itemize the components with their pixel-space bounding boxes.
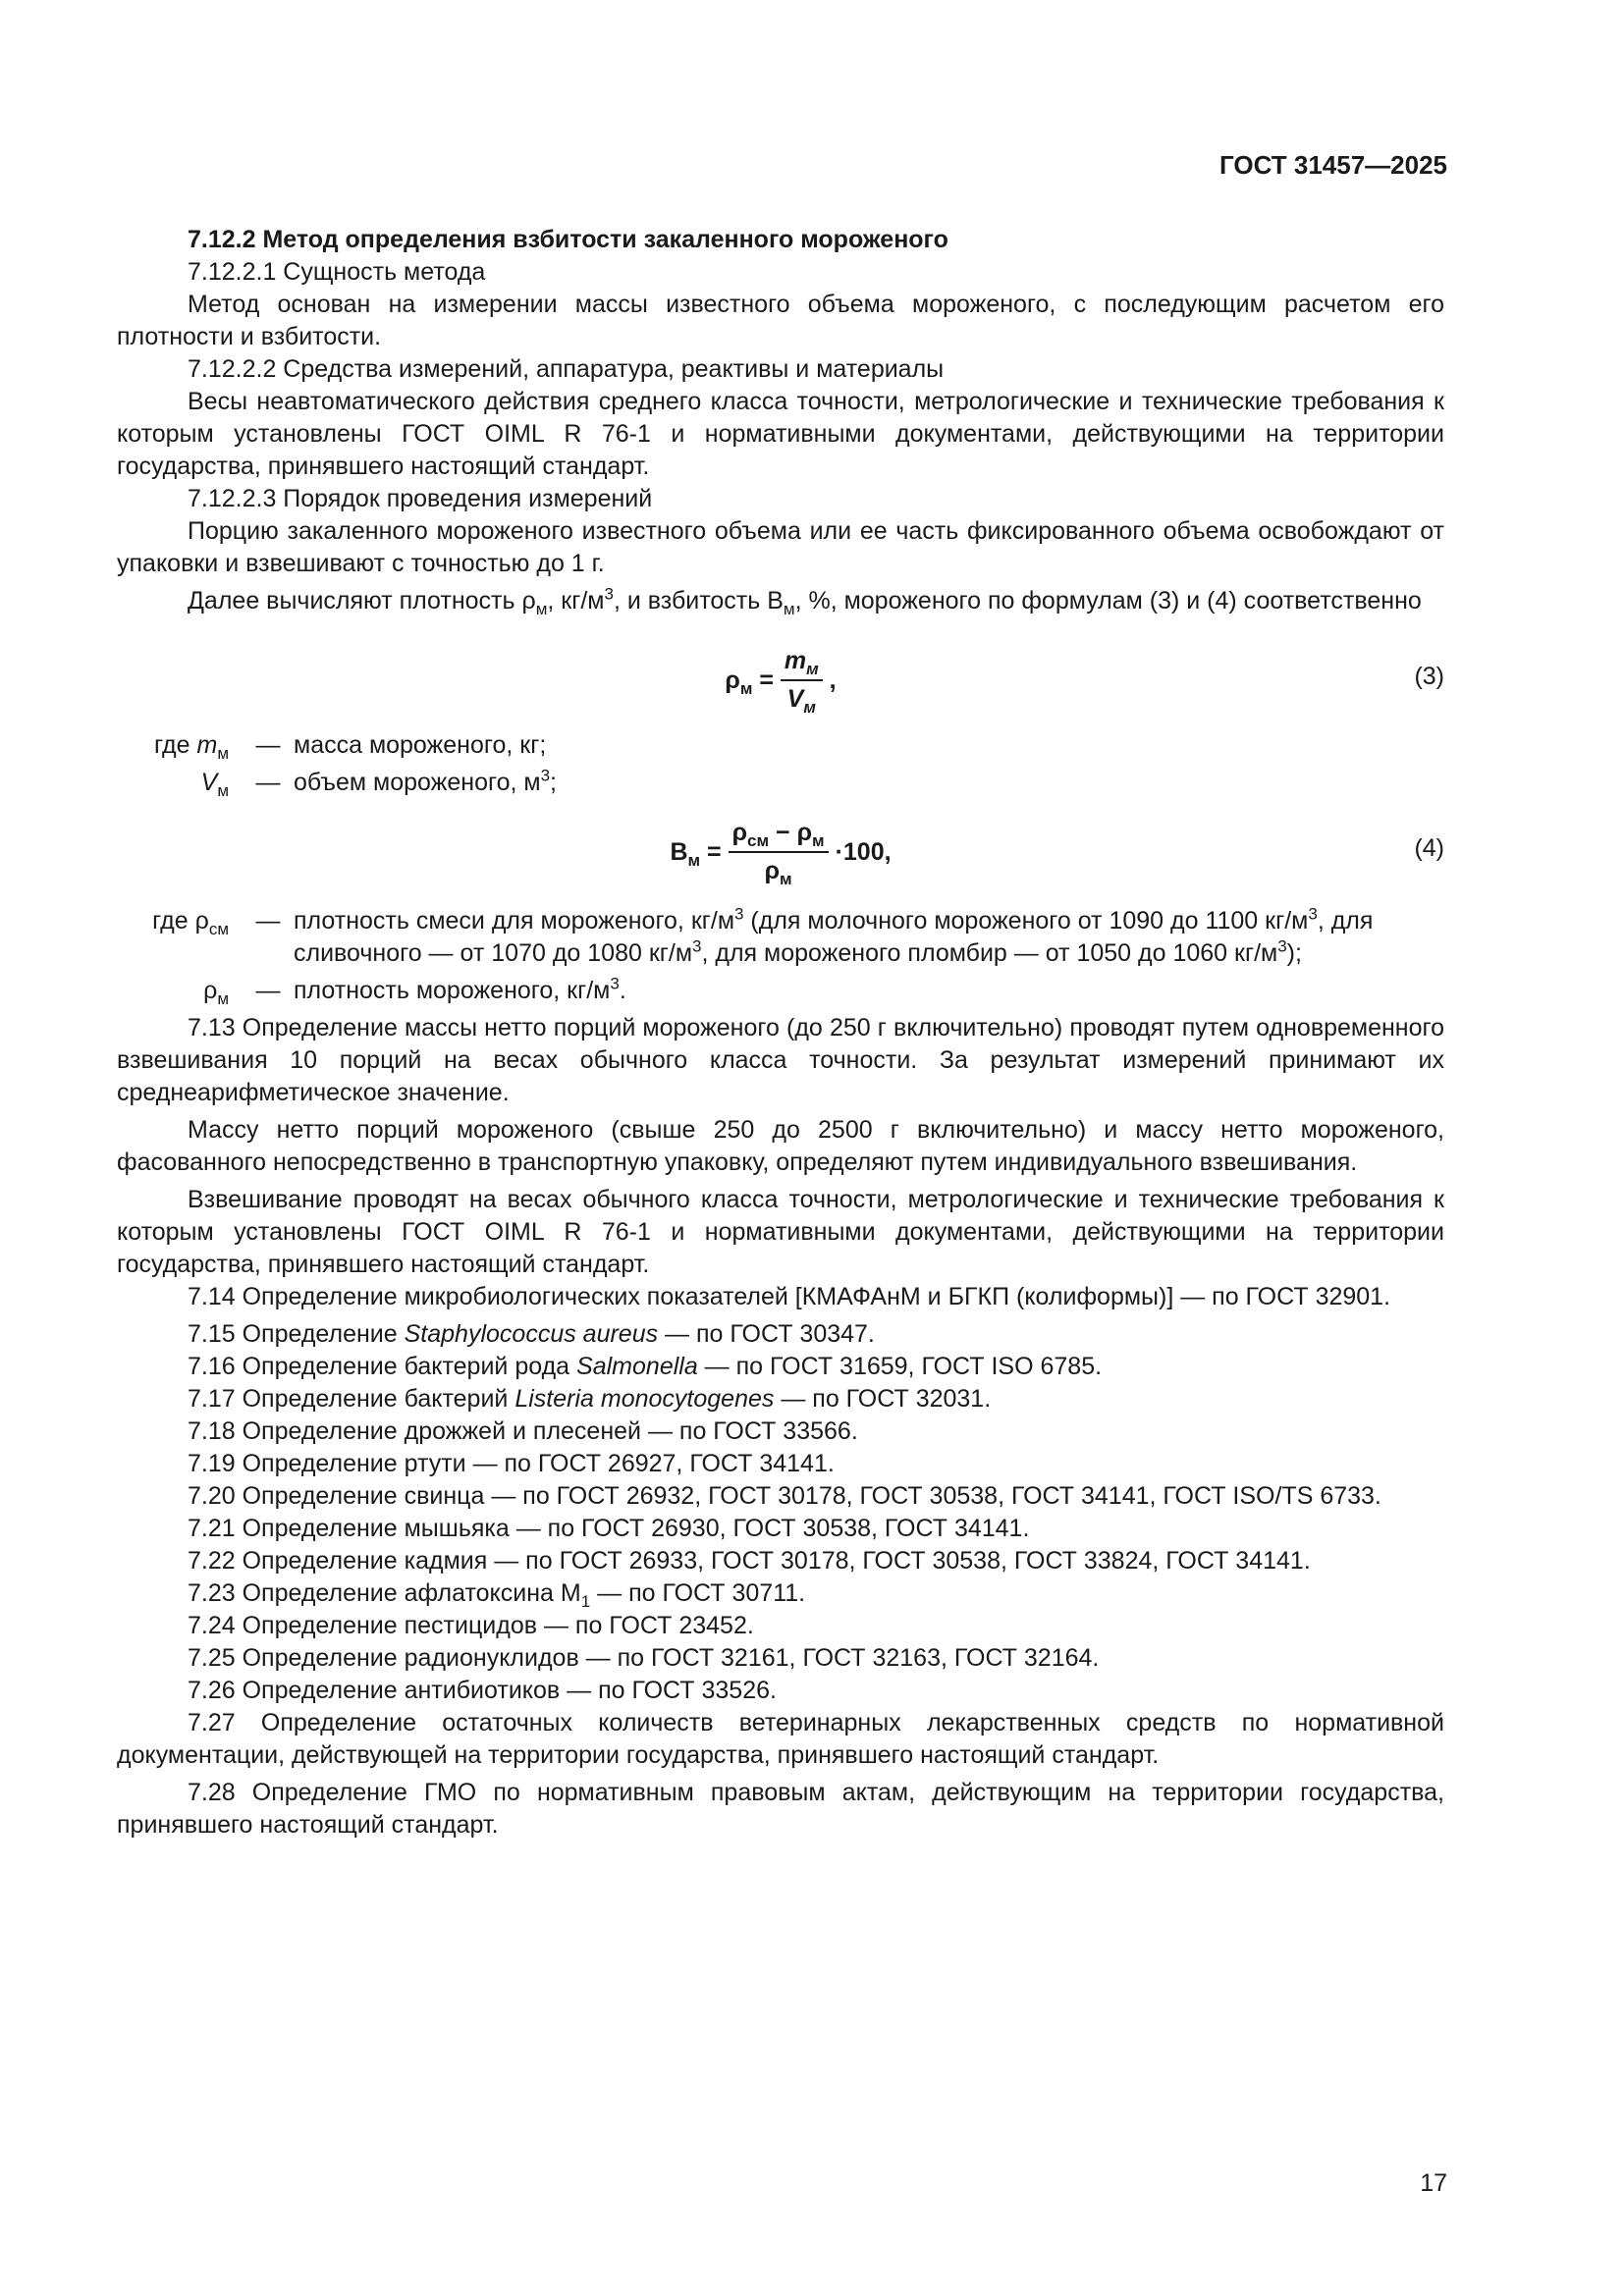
section-heading: 7.12.2 Метод определения взбитости закаленного мороженого — [188, 226, 948, 253]
list-item: 7.28 Определение ГМО по нормативным правовым актам, действующим на территории государства, принявшего настоящий стандарт. — [117, 1779, 1444, 1839]
equation-number-4: (4) — [1414, 834, 1444, 862]
formula-4-denominator: $\rho_м$ — [764, 857, 792, 888]
list-item: 7.14 Определение микробиологических показателей [КМАФАнМ и БГКП (колиформы)] — по ГОСТ 32901. — [188, 1283, 1391, 1310]
formula-4-fraction — [729, 817, 829, 887]
formula-3-denominator: $V_м$ — [786, 685, 816, 717]
list-item: 7.15 Определение Staphylococcus aureus — по ГОСТ 30347. — [188, 1320, 875, 1348]
page-number: 17 — [1420, 2169, 1447, 2197]
formula-3-legend-row: $V_м$ — объем мороженого, $м^3$; — [200, 766, 557, 800]
formula-4-legend-row: где $\rho_{см}$ — плотность смеси для мороженого, $кг/м^3$ (для молочного мороженого от 1090 до 1100 $кг/м^3$, для сливочного — от 1070 до 1080 $кг/м^3$, для мороженого пломбир — от 1050 до 1060 $кг/м^3$); — [152, 904, 1374, 967]
list-item: 7.20 Определение свинца — по ГОСТ 26932, ГОСТ 30178, ГОСТ 30538, ГОСТ 34141, ГОСТ ISO/TS 6733. — [188, 1482, 1381, 1510]
formula-3-fraction — [781, 645, 823, 716]
paragraph-formula-intro: Далее вычисляют плотность $\rho_м$, $кг/м^3$, и взбитость $В_м$, %, мороженого по формулам (3) и (4) соответственно — [188, 584, 1422, 618]
list-item: 7.22 Определение кадмия — по ГОСТ 26933, ГОСТ 30178, ГОСТ 30538, ГОСТ 33824, ГОСТ 34141. — [188, 1547, 1311, 1575]
paragraph: Порцию закаленного мороженого известного объема или ее часть фиксированного объема освобождают от упаковки и взвешивают с точностью до 1 г. — [117, 517, 1444, 577]
page-body — [117, 224, 1444, 1842]
formula-3: $\rho_м$ = $\frac{m_м}{V_м}$ , — [725, 647, 837, 717]
list-item: 7.17 Определение бактерий Listeria monocytogenes — по ГОСТ 32031. — [188, 1385, 992, 1413]
list-item: 7.16 Определение бактерий рода Salmonella — по ГОСТ 31659, ГОСТ ISO 6785. — [188, 1353, 1103, 1380]
formula-3-numerator: $m_м$ — [781, 645, 823, 681]
list-item: 7.25 Определение радионуклидов — по ГОСТ 32161, ГОСТ 32163, ГОСТ 32164. — [188, 1644, 1100, 1672]
formula-3-block — [117, 617, 1444, 720]
paragraph: Взвешивание проводят на весах обычного класса точности, метрологические и технические требования к которым установлены ГОСТ OIML R 76-1 и нормативными документами, действующими на территории государства, принявшего настоящий стандарт. — [117, 1186, 1444, 1278]
list-item: 7.19 Определение ртути — по ГОСТ 26927, ГОСТ 34141. — [188, 1450, 835, 1477]
standard-designation: ГОСТ 31457—2025 — [1219, 150, 1447, 180]
subsection-title: 7.12.2.3 Порядок проведения измерений — [188, 485, 653, 512]
list-item: 7.24 Определение пестицидов — по ГОСТ 23452. — [188, 1612, 754, 1639]
formula-4-block — [117, 799, 1444, 897]
list-item: 7.23 Определение афлатоксина $М_1$ — по ГОСТ 30711. — [188, 1579, 806, 1611]
list-item: 7.18 Определение дрожжей и плесеней — по ГОСТ 33566. — [188, 1417, 858, 1445]
subsection-title: 7.12.2.1 Сущность метода — [188, 258, 486, 286]
paragraph: Метод основан на измерении массы известного объема мороженого, с последующим расчетом его плотности и взбитости. — [117, 291, 1444, 350]
paragraph: Весы неавтоматического действия среднего класса точности, метрологические и технические требования к которым установлены ГОСТ OIML R 76-1 и нормативными документами, действующими на территории государства, принявшего настоящий стандарт. — [117, 388, 1444, 480]
formula-4-lhs: $В_м$ = — [670, 837, 722, 870]
subsection-title: 7.12.2.2 Средства измерений, аппаратура, реактивы и материалы — [188, 355, 945, 383]
formula-3-lhs: $\rho_м$ = — [725, 666, 774, 698]
paragraph: 7.13 Определение массы нетто порций мороженого (до 250 г включительно) проводят путем одновременного взвешивания 10 порций на весах обычного класса точности. За результат измерений принимают их среднеарифметическое значение. — [117, 1014, 1444, 1106]
list-item: 7.26 Определение антибиотиков — по ГОСТ 33526. — [188, 1677, 777, 1704]
equation-number-3: (3) — [1414, 663, 1444, 690]
formula-4: $В_м$ = $\frac{\rho_{см} - \rho_м}{\rho_м}$ ·100, — [670, 819, 892, 888]
list-item: 7.21 Определение мышьяка — по ГОСТ 26930, ГОСТ 30538, ГОСТ 34141. — [188, 1515, 1030, 1542]
formula-4-legend-row: $\rho_м$ — плотность мороженого, $кг/м^3$. — [203, 974, 626, 1008]
paragraph: Массу нетто порций мороженого (свыше 250 до 2500 г включительно) и массу нетто мороженого, фасованного непосредственно в транспортную упаковку, определяют путем индивидуального взвешивания. — [117, 1116, 1444, 1176]
formula-4-numerator: $\rho_{см} - \rho_м$ — [729, 817, 829, 853]
list-item: 7.27 Определение остаточных количеств ветеринарных лекарственных средств по нормативной документации, действующей на территории государства, принявшего настоящий стандарт. — [117, 1709, 1444, 1769]
formula-3-legend-row: где $m_м$ — масса мороженого, кг; — [154, 731, 547, 763]
